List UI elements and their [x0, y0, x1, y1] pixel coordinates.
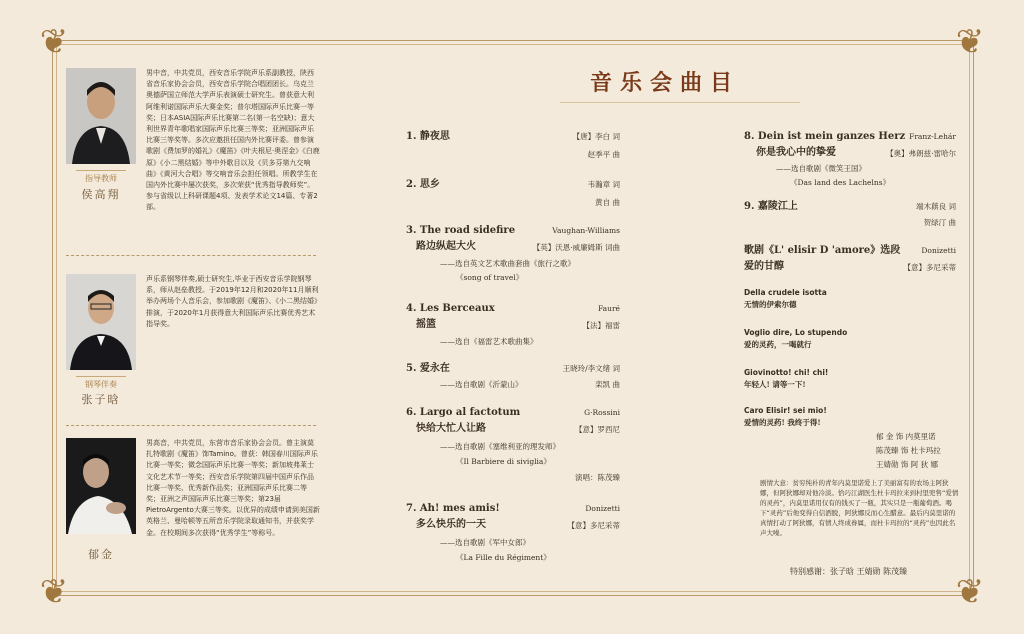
bio-name: 张子晗	[81, 393, 121, 406]
program-credit: 端木蕻良 词	[916, 202, 956, 211]
program-composer: Donizetti	[585, 504, 620, 513]
program-composer: Donizetti	[921, 246, 956, 255]
bio-name: 郁金	[88, 548, 114, 561]
aria-title-cn: 无情的伊索尔德	[744, 300, 797, 309]
divider	[560, 102, 800, 103]
divider	[66, 255, 316, 256]
program-item-title: 1. 静夜思	[406, 131, 450, 142]
program-item-title: 3. The road sidefire	[406, 225, 516, 236]
program-source: 《Il Barbiere di siviglia》	[456, 457, 551, 466]
bio-role: 指导教师	[85, 174, 117, 183]
program-cn-title: 爱的甘醇	[744, 261, 784, 272]
ornament-icon: ❦	[955, 572, 985, 612]
program-credit: 【奥】弗朗兹·雷哈尔	[886, 149, 956, 158]
aria-title: Caro Elisir! sei mio!	[744, 406, 827, 415]
divider	[76, 170, 126, 171]
page-title: 音乐会曲目	[590, 71, 741, 96]
aria-title: Della crudele isotta	[744, 288, 827, 297]
program-composer: Vaughan-Williams	[552, 226, 620, 235]
program-source: 《song of travel》	[456, 273, 524, 282]
bio-text: 声乐系钢琴伴奏,硕士研究生,毕业于西安音乐学院钢琴系，师从赵垒教授。于2019年12月和2020年11月顺利举办两场个人音乐会，参加歌剧《魔笛》、《小二黑结婚》排演，于2020年1月获得意大利国际声乐比赛优秀艺术指导奖。	[146, 275, 319, 328]
program-credit: 【法】福雷	[582, 321, 620, 330]
program-credit: 韦瀚章 词	[587, 180, 620, 189]
portrait-photo	[66, 68, 136, 164]
portrait-photo	[66, 438, 136, 534]
program-source: ——选自歌剧《微笑王国》	[776, 164, 866, 173]
program-cn-title: 快给大忙人让路	[416, 423, 486, 434]
program-source: ——选自歌剧《塞维利亚的理发师》	[440, 442, 560, 451]
aria-title-cn: 年轻人! 请等一下!	[744, 380, 806, 389]
program-credit: 贺绿汀 曲	[923, 218, 956, 227]
program-credit: 【英】沃恩·威廉姆斯 词曲	[532, 243, 620, 252]
program-item-title: 7. Ah! mes amis!	[406, 503, 500, 514]
program-item-title: 5. 爱永在	[406, 363, 450, 374]
program-composer: Franz-Lehár	[909, 132, 956, 141]
program-item-title: 6. Largo al factotum	[406, 407, 521, 418]
program-source: ——选自英文艺术歌曲套曲《旅行之歌》	[440, 259, 575, 268]
ornament-icon: ❦	[955, 22, 985, 62]
aria-title: Voglio dire, Lo stupendo	[744, 328, 848, 337]
special-thanks: 特别感谢：张子晗 王婧勋 陈茂臻	[790, 567, 908, 576]
cast-line: 郁 金 饰 内莫里诺	[876, 432, 936, 441]
program-item-title: 歌剧《L' elisir D 'amore》选段	[744, 245, 901, 256]
program-item-title: 9. 嘉陵江上	[744, 201, 798, 212]
program-credit: 【意】多尼采蒂	[903, 263, 956, 272]
program-credit: 栾凯 曲	[595, 380, 620, 389]
synopsis-text: 剧情大意：贫穷纯朴的青年内莫里诺爱上了美丽富有的农场主阿狄娜，但阿狄娜却对他冷淡。恰巧江湖医生杜卡玛拉来到村里兜售“爱情的灵药”，内莫里诺用仅有的钱买了一瓶，其实只是一瓶葡萄酒。喝下“灵药”后他变得自信洒脱，阿狄娜反而心生醋意。最后内莫里诺的真情打动了阿狄娜，有情人终成眷属，而杜卡玛拉的“灵药”也因此名声大噪。	[760, 479, 959, 537]
cast-line: 王婧勋 饰 阿 狄 娜	[876, 460, 939, 469]
program-credit: 【意】罗西尼	[575, 425, 620, 434]
portrait-photo	[66, 274, 136, 370]
aria-title-cn: 爱的灵药，一喝就行	[744, 340, 812, 349]
divider	[66, 425, 316, 426]
bio-singer	[66, 438, 322, 588]
program-source: ——选自歌剧《军中女郎》	[440, 538, 530, 547]
bio-role: 钢琴伴奏	[85, 380, 117, 389]
program-cn-title: 多么快乐的一天	[416, 519, 486, 530]
program-composer: G·Rossini	[584, 408, 620, 417]
bio-pianist	[66, 274, 322, 414]
ornament-icon: ❦	[39, 572, 69, 612]
ornament-icon: ❦	[39, 22, 69, 62]
cast-line: 陈茂臻 饰 杜卡玛拉	[876, 446, 941, 455]
program-cn-title: 路边纵起大火	[416, 241, 476, 252]
program-credit: 【唐】李白 词	[572, 132, 620, 141]
program-cn-title: 摇篮	[416, 319, 436, 330]
program-source: ——选自歌剧《沂蒙山》	[440, 380, 523, 389]
program-composer: Fauré	[597, 304, 620, 313]
program-credit: 赵季平 曲	[587, 150, 620, 159]
program-credit: 【意】多尼采蒂	[567, 521, 620, 530]
program-source: 《Das land des Lachelns》	[790, 178, 891, 187]
aria-title: Giovinotto! chi! chi!	[744, 368, 829, 377]
bio-text: 男高音，中共党员，东营市音乐家协会会员。曾主演莫扎特歌剧《魔笛》饰Tamino。曾获：韩国春川国际声乐比赛一等奖；微念国际声乐比赛一等奖；新加坡弗莱士文化艺术节一等奖；西安音乐学院第四届中国声乐作品比赛一等奖、优秀新作品奖；亚洲国际声乐比赛二等奖；亚洲之声国际声乐比赛三等奖；第23届PietroArgento大赛三等奖。以优异的成绩申请到美国新英格兰、曼哈顿等五所音乐学院录取通知书，并获奖学金。在校期间多次获得“优秀学生”等称号。	[146, 439, 320, 537]
aria-title-cn: 爱情的灵药! 我终于得!	[744, 418, 821, 427]
bio-teacher	[66, 68, 322, 248]
program-credit: 王晓玲/李文绪 词	[562, 364, 620, 373]
bio-text: 男中音，中共党员，西安音乐学院声乐系副教授，陕西省音乐家协会会员，西安音乐学院合唱团团长。乌克兰奥德萨国立师范大学声乐表演硕士研究生。曾获意大利阿维利诺国际声乐大赛金奖；普尔塔国际声乐比赛一等奖；日本ASIA国际声乐比赛第二名(第一名空缺)；意大利世界青年歌唱家国际声乐比赛三等奖；亚洲国际声乐比赛三等奖等。多次应邀担任国内外比赛评委。曾参演歌剧《费加罗的婚礼》《魔笛》《叶夫根尼·奥涅金》《白鹿原》《小二黑结婚》等中外歌目以及《贝多芬第九交响曲》《黄河大合唱》等交响音乐会担任领唱。所教学生在国内外比赛中屡次获奖，多次荣获“优秀指导教师奖”。参与省级以上科研课题4项、发表学术论文14篇、专著2部。	[146, 69, 320, 212]
program-source: 《La Fille du Régiment》	[456, 553, 551, 562]
divider	[76, 376, 126, 377]
program-credit: 黄自 曲	[595, 198, 620, 207]
program-source: ——选自《福雷艺术歌曲集》	[440, 337, 538, 346]
program-item-title: 2. 思乡	[406, 179, 440, 190]
program-performer: 演唱：陈茂臻	[575, 473, 620, 482]
program-cn-title: 你是我心中的挚爱	[756, 147, 836, 158]
program-item-title: 8. Dein ist mein ganzes Herz	[744, 131, 906, 142]
program-item-title: 4. Les Berceaux	[406, 303, 495, 314]
bio-name: 侯高翔	[81, 188, 121, 201]
